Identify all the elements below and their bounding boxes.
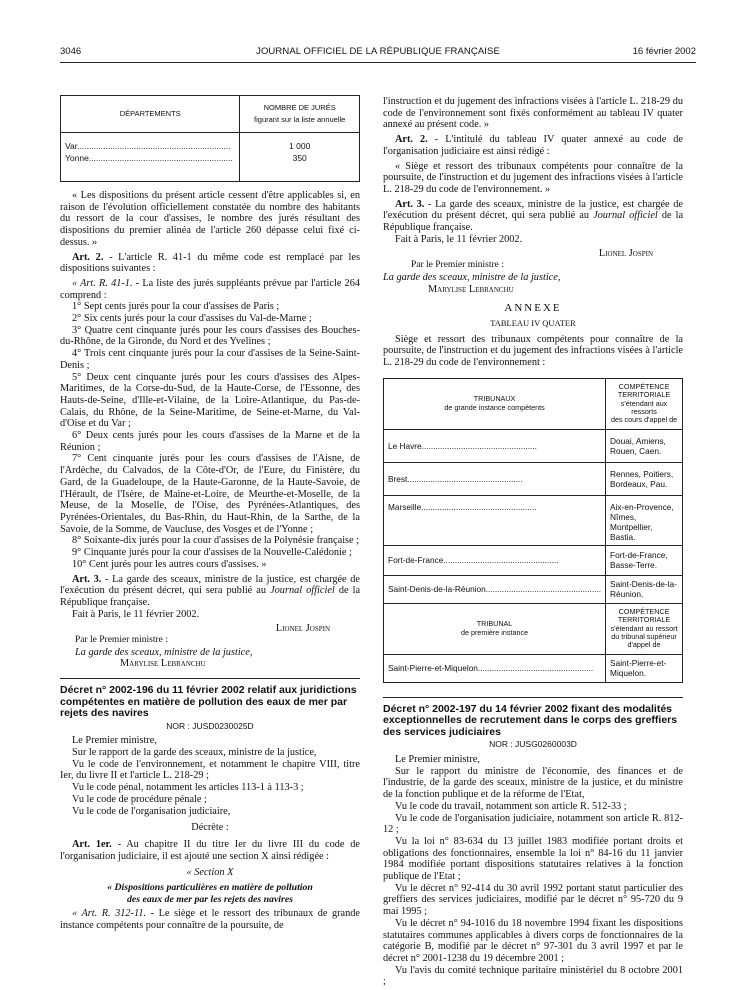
list-item: 6° Deux cents jurés pour les cours d'assises de la Marne et de la Réunion ; xyxy=(60,430,360,453)
vu-item: Vu la loi n° 83-634 du 13 juillet 1983 modifiée portant droits et obligations des fonctionnaires, ensemble la loi n° 84-16 du 11 janvier 1984 modifiée portant dispositions statutaires relatives à la fonction publique de l'Etat ; xyxy=(383,835,683,883)
tribunal-cell: Brest.................................................. xyxy=(384,462,606,495)
table-row xyxy=(384,429,683,462)
header-rule xyxy=(60,62,696,63)
list-item: 10° Cent jurés pour les autres cours d'assises. » xyxy=(72,558,267,570)
col-competence: COMPÉTENCE TERRITORIALE s'étendant aux ressorts des cours d'appel de xyxy=(606,378,683,429)
vu-item: Vu l'avis du comité technique paritaire ministériel du 8 octobre 2001 ; xyxy=(383,964,683,988)
tableau-title: TABLEAU IV QUATER xyxy=(490,317,576,328)
fait-a-paris: Fait à Paris, le 11 février 2002. xyxy=(395,233,523,245)
list-item: 5° Deux cent cinquante jurés pour les cours d'assises des Alpes-Maritimes, de la Corse-du-Sud, de la Haute-Corse, de l'Essonne, des Hauts-de-Seine, d'Ille-et-Vilaine, de la Loire-Atlantique, du Pas-de-Calais, du Rhône, de la Seine-Maritime, de Seine-et-Marne, du Val-d'Oise et du Var ; xyxy=(60,371,360,430)
article-1: Art. 1er. - Au chapitre II du titre Ier du livre III du code de l'organisation judiciaire, il est ajouté une section X ainsi rédigée : xyxy=(60,838,360,862)
page-header xyxy=(60,46,696,60)
list-item: 3° Quatre cent cinquante jurés pour les cours d'assises des Bouches-du-Rhône, de la Gironde, du Nord et des Yvelines ; xyxy=(60,324,360,348)
signature: Lionel Jospin xyxy=(598,248,653,260)
table-row xyxy=(384,462,683,495)
competence-cell: Saint-Pierre-et-Miquelon. xyxy=(606,654,683,682)
siege-intro: Siège et ressort des tribunaux compétents pour connaître de la poursuite, de l'instruction et du jugement des infractions visées à l'article L. 218-29 du code de l'environnement : xyxy=(383,333,683,369)
journal-title: JOURNAL OFFICIEL DE LA RÉPUBLIQUE FRANÇAISE xyxy=(256,46,500,57)
article-r41-1: « Art. R. 41-1. - La liste des jurés suppléants prévue par l'article 264 comprend : xyxy=(60,277,361,301)
col-nombre-jures: NOMBRE DE JURÉS figurant sur la liste annuelle xyxy=(240,96,360,133)
section-x: « Section X xyxy=(186,867,234,879)
vu-item: Vu le code pénal, notamment les articles 113-1 à 113-3 ; xyxy=(72,782,304,794)
list-item: 9° Cinquante jurés pour la cour d'assises de la Nouvelle-Calédonie ; xyxy=(72,547,352,559)
left-column xyxy=(60,95,360,932)
decrete: Décrète : xyxy=(191,822,229,834)
competence-cell: Douai, Amiens, Rouen, Caen. xyxy=(606,429,683,462)
list-item: 2° Six cents jurés pour la cour d'assises du Val-de-Marne ; xyxy=(72,313,312,325)
col-tribunal: TRIBUNAL de première instance xyxy=(384,603,606,654)
value-cell xyxy=(240,133,360,182)
right-column xyxy=(383,96,683,988)
article-r312-11: « Art. R. 312-11. - Le siège et le ressort des tribunaux de grande instance compétents pour connaître de la poursuite, de xyxy=(60,908,360,932)
tribunal-cell: Fort-de-France.................................................. xyxy=(384,545,606,575)
value-var: 1 000 xyxy=(289,141,311,151)
premier-ministre: Le Premier ministre, xyxy=(395,754,480,766)
article-2: Art. 2. - L'intitulé du tableau IV quater annexé au code de l'organisation judiciaire est ainsi rédigé : xyxy=(383,134,684,157)
competence-cell: Saint-Denis-de-la-Réunion. xyxy=(606,575,683,603)
garde-des-sceaux: La garde des sceaux, ministre de la justice, xyxy=(383,271,561,283)
vu-item: Vu le code du travail, notamment son article R. 512-33 ; xyxy=(395,800,627,812)
signature: Lionel Jospin xyxy=(275,623,330,635)
vu-item: Sur le rapport du ministre de l'économie, des finances et de l'industrie, de la garde des sceaux, ministre de la justice, et du ministre de la fonction publique et de la réforme de l'Etat, xyxy=(383,765,683,801)
col-departements: DÉPARTEMENTS xyxy=(61,96,240,133)
vu-item: Vu le décret n° 92-414 du 30 avril 1992 portant statut particulier des greffiers des services judiciaires, modifié par le décret n° 95-720 du 9 mai 1995 ; xyxy=(383,882,683,918)
vu-item: Sur le rapport de la garde des sceaux, ministre de la justice, xyxy=(72,747,317,759)
issue-date: 16 février 2002 xyxy=(632,46,696,57)
list-item: 7° Cent cinquante jurés pour les cours d'assises de l'Aisne, de l'Ardèche, du Calvados, de la Côte-d'Or, de l'Eure, du Finistère, du Gard, de la Guadeloupe, de la Haute-Garonne, de la Haute-Savoie, de l'Hérault, de l'Isère, de Maine-et-Loire, de Meurthe-et-Moselle, de la Meuse, de la Moselle, de l'Oise, des Pyrénées-Atlantiques, des Pyrénées-Orientales, du Bas-Rhin, du Haut-Rhin, de la Sarthe, de la Savoie, de la Somme, de Vaucluse, des Vosges et de l'Yonne ; xyxy=(60,453,360,535)
vu-item: Vu le code de l'organisation judiciaire, notamment son article R. 812-12 ; xyxy=(383,812,683,836)
paragraph: « Les dispositions du présent article cessent d'être applicables si, en raison de l'évolution officiellement constatée du nombre des habitants du ressort de la cour d'assises, le nombre des jurés résultant des dispositions du premier alinéa de l'article 260 dépasse celui fixé ci-dessus. » xyxy=(60,190,360,248)
table-row xyxy=(384,495,683,545)
annexe-title: ANNEXE xyxy=(504,302,562,315)
competence-cell: Fort-de-France, Basse-Terre. xyxy=(606,545,683,575)
tribunal-cell: Le Havre.................................................. xyxy=(384,429,606,462)
decret-title: Décret n° 2002-197 du 14 février 2002 fixant des modalités exceptionnelles de recrutement dans le corps des greffiers des services judiciaires xyxy=(383,702,678,738)
list-item: 1° Sept cents jurés pour la cour d'assises de Paris ; xyxy=(72,301,280,313)
dept-yonne: Yonne............................................................. xyxy=(65,152,233,163)
par-premier-ministre: Par le Premier ministre : xyxy=(411,260,504,271)
page-number: 3046 xyxy=(60,46,82,57)
col-tribunaux: TRIBUNAUX de grande instance compétents xyxy=(384,378,606,429)
list-item: 4° Trois cent cinquante jurés pour la cour d'assises de la Seine-Saint-Denis ; xyxy=(60,348,360,371)
dept-var: Var................................................................. xyxy=(65,141,231,151)
jures-list xyxy=(60,301,360,570)
premier-ministre: Le Premier ministre, xyxy=(72,735,157,747)
paragraph: l'instruction et du jugement des infractions visées à l'article L. 218-29 du code de l'environnement sont fixés conformément au tableau IV quater annexé au présent code. » xyxy=(383,96,683,131)
vu-item: Vu le code de l'environnement, et notamment le chapitre VIII, titre Ier, du livre II et l'article L. 218-29 ; xyxy=(60,758,360,782)
tribunal-cell: Saint-Denis-de-la-Réunion.................................................. xyxy=(384,575,606,603)
table-row xyxy=(384,654,683,682)
section-title: « Dispositions particulières en matière de pollution des eaux de mer par les rejets des navires xyxy=(107,882,313,905)
value-yonne: 350 xyxy=(292,152,307,163)
garde-name: Marylise Lebranchu xyxy=(428,283,514,295)
decret-title: Décret n° 2002-196 du 11 février 2002 relatif aux juridictions compétentes en matière de pollution des eaux de mer par rejets des navires xyxy=(60,684,357,720)
section-rule xyxy=(383,697,683,698)
paragraph: « Siège et ressort des tribunaux compétents pour connaître de la poursuite, de l'instruction et du jugement des infractions visées à l'article L. 218-29 du code de l'environnement. » xyxy=(383,160,683,195)
dept-cell xyxy=(61,133,240,182)
nor-code: NOR : JUSG0260003D xyxy=(489,739,577,750)
tribunal-cell: Saint-Pierre-et-Miquelon.................................................. xyxy=(384,654,606,682)
vu-item: Vu le code de l'organisation judiciaire, xyxy=(72,805,231,817)
competence-cell: Rennes, Poitiers, Bordeaux, Pau. xyxy=(606,462,683,495)
garde-name: Marylise Lebranchu xyxy=(120,658,206,670)
competence-cell: Aix-en-Provence, Nîmes, Montpellier, Bastia. xyxy=(606,495,683,545)
vu-item: Vu le code de procédure pénale ; xyxy=(72,793,207,805)
garde-des-sceaux: La garde des sceaux, ministre de la justice, xyxy=(75,646,253,658)
tribunaux-table xyxy=(383,378,683,683)
vu-item: Vu le décret n° 94-1016 du 18 novembre 1994 fixant les dispositions statutaires communes applicables à divers corps de fonctionnaires de la catégorie B, modifié par le décret n° 97-301 du 3 avril 1997 et par le décret n° 2001-1238 du 19 décembre 2001 ; xyxy=(383,917,683,964)
table-row xyxy=(384,545,683,575)
par-premier-ministre: Par le Premier ministre : xyxy=(75,635,168,646)
jures-table xyxy=(60,95,360,182)
col-competence-2: COMPÉTENCE TERRITORIALE s'étendant au ressort du tribunal supérieur d'appel de xyxy=(606,603,683,654)
article-3: Art. 3. - La garde des sceaux, ministre de la justice, est chargée de l'exécution du présent décret, qui sera publié au Journal officiel de la République française. xyxy=(60,573,361,608)
article-2: Art. 2. - L'article R. 41-1 du même code est remplacé par les dispositions suivantes : xyxy=(60,251,360,275)
table-row xyxy=(384,575,683,603)
list-item: 8° Soixante-dix jurés pour la cour d'assises de la Polynésie française ; xyxy=(72,535,360,547)
nor-code: NOR : JUSD0230025D xyxy=(166,720,254,731)
section-rule xyxy=(60,678,360,679)
fait-a-paris: Fait à Paris, le 11 février 2002. xyxy=(72,608,200,620)
tribunal-cell: Marseille.................................................. xyxy=(384,495,606,545)
article-3: Art. 3. - La garde des sceaux, ministre de la justice, est chargée de l'exécution du présent décret, qui sera publié au Journal officiel de la République française. xyxy=(383,198,684,234)
